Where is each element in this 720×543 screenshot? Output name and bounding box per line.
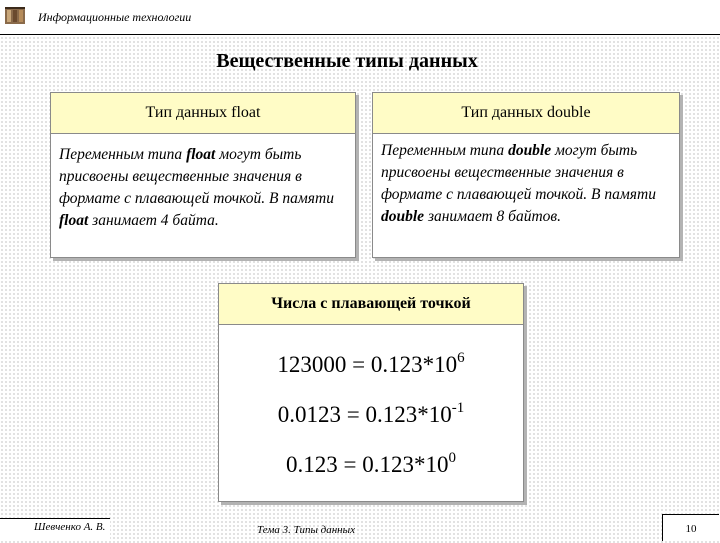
double-text-part: Переменным типа [381, 142, 509, 159]
formula-base: 0.0123 = 0.123*10 [277, 402, 452, 427]
float-card-text [51, 134, 355, 242]
slide-title: Вещественные типы данных [216, 50, 478, 72]
formula-base: 123000 = 0.123*10 [277, 352, 458, 377]
formula [219, 333, 523, 383]
float-type-card [50, 92, 356, 258]
formula-exponent: 6 [457, 350, 465, 366]
formula-exponent: -1 [451, 400, 465, 416]
float-keyword: float [186, 146, 216, 163]
double-text-part: занимает 8 байтов. [424, 208, 562, 225]
page-number: 10 [662, 514, 719, 541]
formula-list [219, 325, 523, 483]
float-card-heading: Тип данных float [51, 93, 355, 134]
double-text-part: могут быть присвоены вещественные значения в формате с плавающей точкой. В памяти [381, 142, 656, 203]
float-text-part: Переменным типа [59, 146, 187, 163]
float-keyword: float [59, 212, 89, 229]
double-card-text [373, 134, 679, 238]
floating-point-card [218, 283, 524, 502]
footer-author: Шевченко А. В. [34, 521, 106, 533]
formula-base: 0.123 = 0.123*10 [286, 452, 449, 477]
footer-topic: Тема 3. Типы данных [257, 524, 355, 536]
formula [219, 383, 523, 433]
float-text-part: занимает 4 байта. [88, 212, 219, 229]
course-title: Информационные технологии [38, 10, 192, 24]
double-card-heading: Тип данных double [373, 93, 679, 134]
float-text-part: могут быть присвоены вещественные значения в формате с плавающей точкой. В памяти [59, 146, 334, 207]
book-stack-icon [3, 4, 27, 28]
double-keyword: double [381, 208, 425, 225]
slide-header [0, 0, 720, 35]
double-keyword: double [508, 142, 552, 159]
double-type-card [372, 92, 680, 258]
formula-exponent: 0 [448, 450, 456, 466]
floating-point-heading: Числа с плавающей точкой [219, 284, 523, 325]
formula [219, 433, 523, 483]
